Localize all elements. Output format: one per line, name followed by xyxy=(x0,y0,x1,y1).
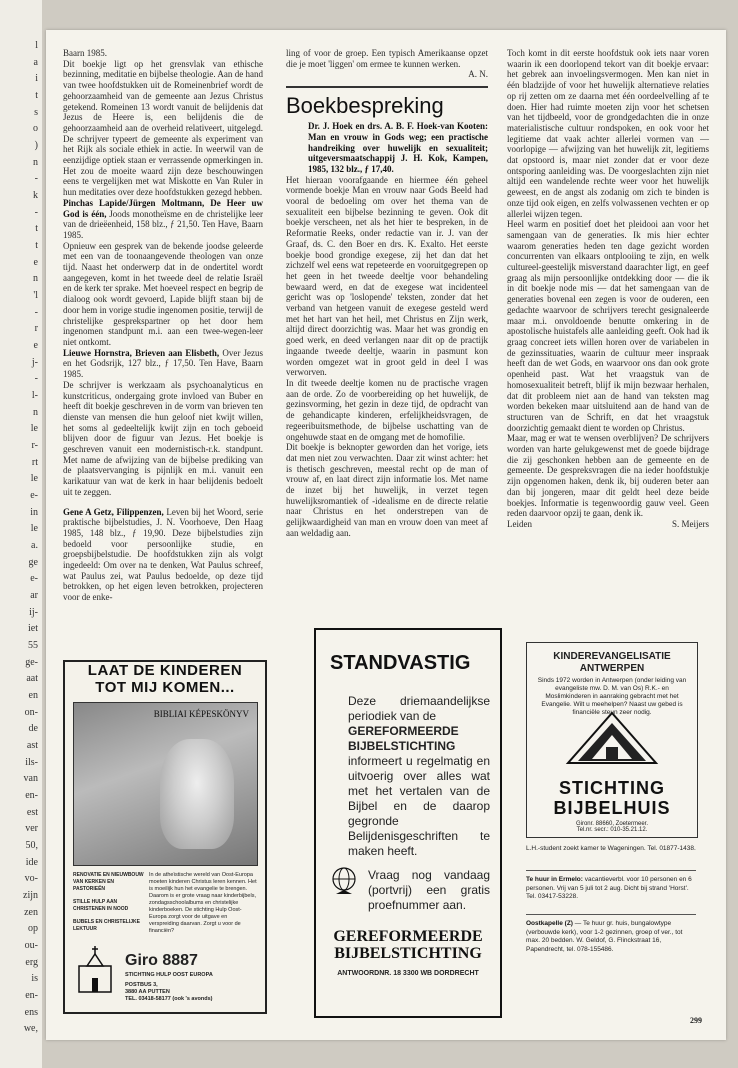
previous-page-fragment: i xyxy=(35,73,38,85)
previous-page-fragment: op xyxy=(28,923,38,935)
previous-page-fragment: r xyxy=(34,323,38,335)
paragraph: Opnieuw een gesprek van de bekende joodse geleerde met een van de toonaangevende theologen van onze tijd. Naast het onderwerp dat in de ondertitel wordt aangegeven, komt in het tweede deel de relatie Israël en de kerk ter sprake. Met hoeveel respect en begrip de dialoog ook wordt gevoerd, Lapide blijft staan bij de door hem in vorige studie ingenomen positie, terwijl de christelijke gesprekspartner op het door hem ingenomen standpunt m.i. aan een twee-wegen-leer niet ontkomt. xyxy=(63,240,263,347)
previous-page-fragment: ide xyxy=(25,856,38,868)
previous-page-fragment: aat xyxy=(26,673,38,685)
previous-page-fragment: 55 xyxy=(28,640,38,651)
previous-page-fragment: zijn xyxy=(23,890,38,901)
previous-page-fragment: - xyxy=(34,206,38,218)
ad-bijbelhuis xyxy=(526,642,698,838)
previous-page-fragment: ast xyxy=(26,740,38,751)
previous-page-fragment: n xyxy=(33,273,38,285)
previous-page-edge xyxy=(0,0,42,1068)
previous-page-fragment: e xyxy=(33,340,38,351)
previous-page-fragment: - xyxy=(34,373,38,385)
previous-page-fragment: vo- xyxy=(24,873,38,885)
previous-page-fragment: ar xyxy=(30,590,38,601)
previous-page-fragment: t xyxy=(35,240,38,251)
previous-page-fragment: t xyxy=(35,90,38,101)
review-title: Lieuwe Hornstra, Brieven aan Elisbeth, xyxy=(63,347,220,358)
divider xyxy=(286,86,488,88)
ad-title-line-2: TOT MIJ KOMEN... xyxy=(95,679,235,696)
previous-page-fragment: we, xyxy=(23,1023,38,1035)
previous-page-fragment: l xyxy=(35,40,38,51)
previous-page-fragment: k xyxy=(33,190,38,201)
previous-page-fragment: ij- xyxy=(29,606,38,618)
previous-page-fragment: o xyxy=(33,123,38,135)
previous-page-fragment: rt xyxy=(31,456,38,468)
address: POSTBUS 3, 3880 AA PUTTEN TEL. 03418-58177 (ook 's avonds) xyxy=(125,982,213,1002)
previous-page-fragment: en- xyxy=(25,790,38,801)
page-number: 299 xyxy=(690,1016,702,1025)
classified-ad: Oostkapelle (Z) — Te huur gr. huis, bungalowtype (verbouwde kerk), voor 1-2 gezinnen, groep of ver., tot max. 20 bedden. W. Geldof, G. Flinckstraat 16, Papendrecht, tel. 078-155486. xyxy=(526,920,683,953)
child-figure xyxy=(160,739,234,849)
previous-page-fragment: le xyxy=(30,423,38,435)
previous-page-fragment: r- xyxy=(31,440,38,451)
previous-page-fragment: le xyxy=(30,523,38,535)
previous-page-fragment: est xyxy=(26,806,38,818)
classified-ad: L.H.-student zoekt kamer te Wageningen. Tel. 01877-1438. xyxy=(526,845,696,852)
ad-hulp-oost-europa xyxy=(63,660,267,1014)
signature: Leiden S. Meijers xyxy=(507,518,709,529)
book-title: BIBLIAI KÉPESKÖNYV xyxy=(153,709,249,719)
paragraph: Maar, mag er wat te wensen overblijven? De schrijvers worden van harte gelukgewenst met de goede bijdrage die zij geschonken hebben aan de gemeente en de gemeente. De gespreksvragen die na ieder hoofdstukje zijn opgenomen haken, denk ik, bij ouderen beter aan dan bij jongeren, maar dit geldt heel deze beide boekjes. Informatie is tegenwoordig gauw veel. Geen reden daarvoor opzij te gaan, denk ik. xyxy=(507,433,709,519)
review-title: Gene A Getz, Filippenzen, xyxy=(63,506,164,517)
review-entry: Lieuwe Hornstra, Brieven aan Elisbeth, Over Jezus en het Godsrijk, 127 blz., ƒ 17,50. Ten Have, Baarn 1985. xyxy=(63,347,263,380)
previous-page-fragment: en xyxy=(28,690,38,701)
previous-page-fragment: e- xyxy=(30,573,38,585)
paragraph: Dit boekje ligt op het grensvlak van ethische bezinning, meditatie en bijbelse theologie. Aan de hand van twee hoofdstukken uit de Romeinenbrief wordt de gehoorzaamheid van de gemeente aan Jezus Christus getekend. Romeinen 13 wordt vanuit de belijdenis dat Jezus de Heere is, een belijdenis die de gehoorzaamheid aan de overheid relativeert, uitgelegd. De schrijver typeert de gemeente als experiment van het Rijk als sociale ethiek in actie. In weerwil van de eenzijdige optiek staan er verrassende opmerkingen in. Het zou de moeite waard zijn deze beschouwingen eens te vergelijken met wat Miskotte en Van Ruler in hun meditaties over deze hoofdstukken gezegd hebben. xyxy=(63,58,263,198)
previous-page-fragment: e- xyxy=(30,490,38,501)
previous-page-fragment: on- xyxy=(24,706,38,718)
ad-standvastig xyxy=(314,628,502,1018)
previous-page-fragment: n xyxy=(33,406,38,418)
ad-address: ANTWOORDNR. 18 3300 WB DORDRECHT xyxy=(337,970,479,977)
previous-page-fragment: is xyxy=(31,973,38,985)
column-2 xyxy=(286,48,488,539)
previous-page-fragment: ens xyxy=(24,1006,38,1018)
ad-title-line-1: LAAT DE KINDEREN xyxy=(87,662,243,679)
previous-page-fragment: l- xyxy=(31,390,38,401)
ad-body-text: In de atheïstische wereld van Oost-Europa moeten kinderen Christus leren kennen. Het is moeilijk hun het evangelie te brengen. Daarom is er grote vraag naar kinderbijbels, zondagsschoolalbums en christelijke kinderboeken. De stichting Hulp Oost-Europa zorgt voor de uitgave en verspreiding daarvan. Zorgt u voor de financiën? xyxy=(149,872,257,934)
previous-page-fragment: e xyxy=(33,256,38,268)
ad-brand: GEREFORMEERDE BIJBELSTICHTING xyxy=(333,928,483,962)
ad-contact: Gironr. 88660, Zoetermeer. Tel.nr. secr.: 010-35.21.12. xyxy=(575,821,649,833)
giro-number: Giro 8887 xyxy=(125,952,198,969)
ad-call-to-action: Vraag nog vandaag (portvrij) een gratis proefnummer aan. xyxy=(368,868,490,912)
previous-page-fragment: erg xyxy=(25,956,38,968)
classified-ad: Te huur in Ermelo: vacantieverbl. voor 10 personen en 6 personen. Vrij van 5 juli tot 2 aug. Dicht bij strand 'Horst'. Tel. 03417-53228. xyxy=(526,876,692,900)
ad-body: Deze driemaandelijkse periodiek van de GEREFORMEERDE BIJBELSTICHTING informeert u regelmatig en uitvoerig over alles wat met het vertalen van de Bijbel en de daarop gegronde Belijdenisgeschriften te maken heeft. xyxy=(348,694,490,858)
paragraph: Baarn 1985. xyxy=(63,48,107,58)
globe-icon xyxy=(330,866,358,900)
previous-page-fragment: ) xyxy=(34,140,38,151)
review-entry: Pinchas Lapide/Jürgen Moltmann, De Heer uw God is één, Joods monotheïsme en de christelijke leer van de drieëenheid, 158 blz., ƒ 21,50. Ten Have, Baarn 1985. xyxy=(63,197,263,240)
previous-page-fragment: t xyxy=(35,223,38,235)
previous-page-fragment: iet xyxy=(28,623,38,635)
previous-page-fragment: van xyxy=(23,773,38,785)
paragraph: Het hieraan voorafgaande en hiermee één geheel vormende boekje Man en vrouw naar Gods Beeld had vooral de bedoeling om over het thema van de sexualiteit een bijbelse bezinning te geven. Ook dit boekje verscheen, net als het hier te bespreken, in de Reformatie Reeks, onder redactie van ir. J. van der Graaf, ds. C. den Boer en drs. K. Exalto. Het eerste boekje bood grondige exegese, zij het dan dat het zichzelf wel eens wat repeteerde en vooruitgegrepen op het geen in het tweede deeltje voor behandeling bewaard werd, en dat de exegese wat incidenteel gericht was op 'loslopende' teksten, zonder dat het verband van hetgeen vanuit de exegese gesteld werd met het hart van het heil, met Christus en Zijn werk, altijd direct doorzichtig was. Maar het was grondig en goed werk, en deed verlangen naar dit op de practijk ingaande tweede deeltje, waarin in pasmunt kon worden omgezet wat in groot geld in deel I was verworven. xyxy=(286,174,488,378)
paragraph: Heel warm en positief doet het pleidooi aan voor het samengaan van de generaties. Ik mis hier echter waarom generaties heden ten dage gezicht worden concurrenten van elkaars ontplooiing te zijn, en welk cultureel-geestelijk misverstand daarachter ligt, en geef graag als mijn persoonlijke ontdekking door — die ik in dit boekje node mis — dat het samengaan van de generaties bovenal een zegen is voor de ouderen, een gedachte waarvoor de schrijvers terecht gesignaleerde maar m.i. onvoldoende benutte omkering in de apostolische huistafels alle aanleiding geeft. Ook had ik graag concreet iets willen horen over de variabelen in de gezinssituaties, waarin de cultuur meer inspraak heeft dan de wet Gods, en waarvoor ons dan ook grote openheid past. Wat het vraagstuk van de homosexualiteit betreft, blijf ik mijn bezwaar herhalen, dat dit probleem niet aan de hand van teksten mag worden bekeken maar uitsluitend aan de hand van de structuren van de Schrift, en dat het vraagstuk doorzichtig gemaakt dient te worden op Christus. xyxy=(507,219,709,433)
previous-page-fragment: zen xyxy=(24,906,38,918)
previous-page-fragment: j- xyxy=(31,356,38,368)
column-3 xyxy=(507,48,709,530)
previous-page-fragment: ge xyxy=(28,556,38,568)
column-1 xyxy=(63,48,263,603)
child-photo xyxy=(73,702,258,866)
ad-body: Sinds 1972 worden in Antwerpen (onder leiding van evangeliste mw. D. M. van Os) R.K.- en Moslimkinderen in aanraking gebracht met het Evangelie. Wilt u meehelpen? Naast uw gebed is financiële steun zeer nodig. xyxy=(537,677,687,716)
document-page xyxy=(46,30,726,1040)
ad-title: STANDVASTIG xyxy=(330,652,471,674)
church-icon xyxy=(75,944,115,994)
previous-page-fragment: - xyxy=(34,173,38,185)
previous-page-fragment: ils- xyxy=(25,756,38,768)
divider xyxy=(526,914,696,915)
ad-heading: KINDEREVANGELISATIE ANTWERPEN xyxy=(553,651,671,674)
ad-services-list: RENOVATIE EN NIEUWBOUW VAN KERKEN EN PASTORIEËN STILLE HULP AAN CHRISTENEN IN NOOD BIJBELS EN CHRISTELIJKE LEKTUUR xyxy=(73,872,144,932)
review-entry: Gene A Getz, Filippenzen, Leven bij het Woord, serie praktische bijbelstudies, J. N. Voorhoeve, Den Haag 1985, 148 blz., ƒ 19,90. Deze bijbelstudies zijn bedoeld voor persoonlijke studie, en groepsbijbelstudie. De hoofdstukken zijn als volgt ingedeeld: Om over na te denken, Wat Paulus schreef, wat Paulus zei, wat Paulus bedoelde, op deze tijd betrokken, op het eigen leven betrokken, projecteren voor de enke- xyxy=(63,506,263,603)
bibliographic-entry: Dr. J. Hoek en drs. A. B. F. Hoek-van Kooten: Man en vrouw in Gods weg; een practische handreiking over huwelijk en sexualiteit; uitgeversmaatschappij J. H. Kok, Kampen, 1985, 132 blz., ƒ 17,40. xyxy=(308,121,488,174)
signature: A. N. xyxy=(468,69,488,80)
paragraph: Toch komt in dit eerste hoofdstuk ook iets naar voren waarin ik een doorlopend tekort van dit boekje ervaar: het gebrek aan invoelingsvermogen. Men kan niet in één bladzijde of voor het huwelijk alternatieve relaties op rij zetten om ze daarna met één oordeelvelling af te doen. Hier had ruimte moeten zijn voor het schetsen van het tijdbeeld, voor de grondgedachten die in onze materialistische cultuur rondspoken, en ook voor het legitieme dat vaak achter allerlei vormen van — voorlopige — afwijzing van het huwelijk zit, legitiems dat opstoord is, maar niet zonder dat er voor deze ontsporing aanleiding was. De voorgeslachten zijn niet altijd een wandelende rechte weer voor het huwelijk geweest, en de angst als zodanig om zich te binden is onze tijd ook eigen, en zelfs volwassenen vechten er op allerlei wijzen tegen. xyxy=(507,48,709,219)
previous-page-fragment: 50, xyxy=(25,840,38,851)
previous-page-fragment: ver xyxy=(25,823,38,835)
previous-page-fragment: en- xyxy=(25,990,38,1001)
previous-page-fragment: - xyxy=(34,306,38,318)
previous-page-fragment: ou- xyxy=(24,940,38,951)
paragraph: In dit tweede deeltje komen nu de practische vragen aan de orde. Zo de voorbereiding op het huwelijk, de gezinsvorming, het gezin in deze tijd, de opdracht van de gehandicapte kinderen, erfelijkheidsvragen, de regeeribuitsmethode, de bijbelse uschatting van de ongehuwde staat en de omgang met de homofilie. xyxy=(286,377,488,442)
ad-brand: STICHTING BIJBELHUIS xyxy=(553,778,671,818)
section-heading: Boekbespreking xyxy=(286,93,444,119)
previous-page-fragment: 'l xyxy=(33,290,38,301)
paragraph: ling of voor de groep. Een typisch Amerikaanse opzet die je moet 'liggen' om ermee te kunnen werken. xyxy=(286,48,488,69)
previous-page-fragment: le xyxy=(30,473,38,485)
paragraph: Dit boekje is beknopter geworden dan het vorige, iets dat men niet zou verwachten. Daar zit winst achter: het is thetisch geschreven, meestal recht op de man of vrouw af, en laat direct zijn informatie los. Met name de inzet bij het huwelijk, in verzet tegen huwelijksromantiek of -idealisme en de directe relatie naar Christus en het onderstrepen van de gelijkwaardigheid van man en vrouw doen van meet af aan weldadig aan. xyxy=(286,442,488,538)
paragraph: De schrijver is werkzaam als psychoanalyticus en kunstcriticus, ondergaing grote invloed van Buber en heeft dit boekje geschreven in de vorm van brieven ten dienste van mensen die hun geloof niet kwijt willen, het soms al gedeeltelijk kwijt zijn en toch geboeid blijven door de figuur van Jezus. Het boekje is geschreven vanuit een modernistisch-r.k. standpunt. Met name de afwijzing van de bijbelse prediking van de plaatsvervanging is pijnlijk en m.i. vanuit een karikatuur van wat de kerk in haar belijdenis bedoelt uit te zeggen. xyxy=(63,379,263,497)
foundation-name: STICHTING HULP OOST EUROPA xyxy=(125,972,213,978)
previous-page-fragment: n xyxy=(33,156,38,168)
previous-page-fragment: de xyxy=(28,723,38,735)
previous-page-fragment: s xyxy=(34,106,38,118)
divider xyxy=(526,870,696,871)
previous-page-fragment: a xyxy=(33,56,38,68)
previous-page-fragment: a. xyxy=(31,540,38,551)
house-logo-icon xyxy=(562,709,662,769)
review-title: Pinchas Lapide/Jürgen Moltmann, De Heer uw God is één, xyxy=(63,197,263,219)
previous-page-fragment: in xyxy=(30,506,38,518)
previous-page-fragment: ge- xyxy=(25,656,38,668)
